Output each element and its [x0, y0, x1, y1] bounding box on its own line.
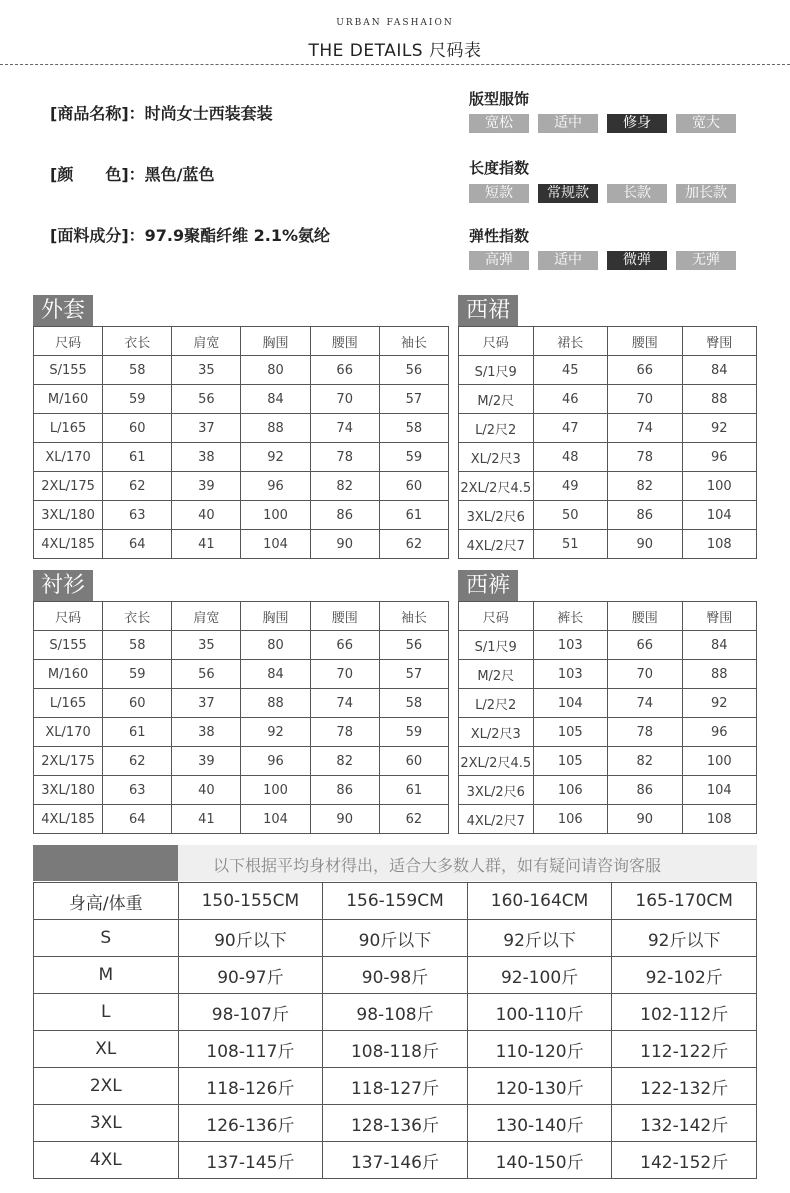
table-cell: 45 [533, 356, 608, 385]
table-cell: 58 [379, 414, 448, 443]
table-cell: 48 [533, 443, 608, 472]
table-cell: S/155 [34, 631, 103, 660]
table-cell: 105 [533, 747, 608, 776]
product-name: [商品名称]：时尚女士西装套装 [50, 104, 273, 123]
table-cell: 4XL/2尺7 [459, 530, 534, 559]
table-cell: 100 [682, 747, 757, 776]
table-header-cell: 150-155CM [178, 883, 323, 920]
table-header-row [34, 602, 449, 631]
table-cell: 96 [682, 443, 757, 472]
table-cell: M/160 [34, 385, 103, 414]
table-row [34, 631, 449, 660]
table-cell: 137-146斤 [323, 1142, 468, 1179]
table-header-row [459, 327, 757, 356]
table-header-cell: 臀围 [682, 602, 757, 631]
table-cell: 4XL/185 [34, 530, 103, 559]
length-option: 长款 [607, 184, 667, 203]
elasticity-option: 无弹 [676, 251, 736, 270]
table-cell: XL/2尺3 [459, 443, 534, 472]
table-cell: 100 [241, 501, 310, 530]
table-cell: 47 [533, 414, 608, 443]
table-row [34, 1105, 757, 1142]
table-cell: 2XL/175 [34, 472, 103, 501]
table-cell: 90-97斤 [178, 957, 323, 994]
table-header-cell: 袖长 [379, 602, 448, 631]
table-cell: 92-102斤 [612, 957, 757, 994]
table-cell: 74 [608, 414, 683, 443]
table-cell: 98-107斤 [178, 994, 323, 1031]
table-header-cell: 尺码 [34, 602, 103, 631]
table-cell: 41 [172, 805, 241, 834]
table-cell: 106 [533, 805, 608, 834]
table-cell: 41 [172, 530, 241, 559]
elasticity-title: 弹性指数 [469, 227, 530, 245]
table-cell: 40 [172, 776, 241, 805]
shirt-section-label: 衬衫 [33, 570, 93, 602]
table-cell: 137-145斤 [178, 1142, 323, 1179]
table-header-cell: 尺码 [459, 327, 534, 356]
table-cell: 70 [310, 385, 379, 414]
table-cell: 57 [379, 660, 448, 689]
table-cell: 37 [172, 414, 241, 443]
table-cell: 132-142斤 [612, 1105, 757, 1142]
table-row [459, 660, 757, 689]
table-cell: 37 [172, 689, 241, 718]
table-row [34, 1031, 757, 1068]
table-cell: 84 [682, 631, 757, 660]
table-row [459, 414, 757, 443]
table-row [34, 994, 757, 1031]
table-cell: 90-98斤 [323, 957, 468, 994]
fit-option: 修身 [607, 114, 667, 133]
table-cell: 105 [533, 718, 608, 747]
elasticity-option: 微弹 [607, 251, 667, 270]
table-cell: 74 [608, 689, 683, 718]
table-cell: 88 [682, 660, 757, 689]
guide-note-accent [33, 845, 178, 881]
table-cell: 58 [379, 689, 448, 718]
table-cell: 88 [241, 689, 310, 718]
length-option: 加长款 [676, 184, 736, 203]
table-cell: 86 [608, 501, 683, 530]
table-row [34, 689, 449, 718]
table-header-cell: 裤长 [533, 602, 608, 631]
table-cell: 78 [310, 718, 379, 747]
table-cell: 84 [241, 660, 310, 689]
table-cell: 62 [379, 805, 448, 834]
table-cell: XL [34, 1031, 179, 1068]
table-header-cell: 衣长 [103, 327, 172, 356]
table-header-cell: 腰围 [608, 602, 683, 631]
table-row [459, 631, 757, 660]
table-cell: 90 [608, 530, 683, 559]
table-cell: 100-110斤 [467, 994, 612, 1031]
table-cell: 82 [310, 472, 379, 501]
table-cell: 90 [608, 805, 683, 834]
page-header [0, 0, 790, 68]
table-cell: 3XL/180 [34, 501, 103, 530]
table-header-cell: 胸围 [241, 327, 310, 356]
table-cell: 122-132斤 [612, 1068, 757, 1105]
table-cell: 102-112斤 [612, 994, 757, 1031]
table-cell: 112-122斤 [612, 1031, 757, 1068]
table-cell: 90 [310, 530, 379, 559]
table-cell: 90斤以下 [323, 920, 468, 957]
table-cell: 78 [310, 443, 379, 472]
table-row [34, 472, 449, 501]
table-row [34, 1068, 757, 1105]
table-cell: 40 [172, 501, 241, 530]
table-cell: 86 [310, 501, 379, 530]
table-cell: 120-130斤 [467, 1068, 612, 1105]
table-cell: 140-150斤 [467, 1142, 612, 1179]
table-cell: 90斤以下 [178, 920, 323, 957]
table-cell: 108-117斤 [178, 1031, 323, 1068]
table-cell: 4XL [34, 1142, 179, 1179]
table-cell: 59 [103, 660, 172, 689]
table-cell: S/1尺9 [459, 631, 534, 660]
table-cell: 66 [608, 356, 683, 385]
table-row [34, 718, 449, 747]
table-cell: 62 [103, 747, 172, 776]
table-cell: 110-120斤 [467, 1031, 612, 1068]
table-cell: 60 [103, 689, 172, 718]
height-weight-table [33, 882, 757, 1179]
table-cell: 51 [533, 530, 608, 559]
table-cell: 126-136斤 [178, 1105, 323, 1142]
table-cell: 88 [241, 414, 310, 443]
table-cell: 92斤以下 [467, 920, 612, 957]
table-row [34, 920, 757, 957]
table-cell: 63 [103, 776, 172, 805]
table-cell: 88 [682, 385, 757, 414]
table-cell: 96 [241, 747, 310, 776]
table-cell: 96 [241, 472, 310, 501]
fit-option: 宽大 [676, 114, 736, 133]
table-row [34, 443, 449, 472]
table-cell: 57 [379, 385, 448, 414]
table-cell: 84 [682, 356, 757, 385]
table-cell: M/2尺 [459, 660, 534, 689]
table-row [34, 501, 449, 530]
table-cell: 3XL/180 [34, 776, 103, 805]
pants-section-label: 西裤 [458, 570, 518, 602]
table-row [34, 747, 449, 776]
table-header-row [34, 327, 449, 356]
table-cell: 84 [241, 385, 310, 414]
table-cell: 56 [172, 660, 241, 689]
table-cell: 92 [241, 718, 310, 747]
table-cell: 38 [172, 443, 241, 472]
table-header-cell: 臀围 [682, 327, 757, 356]
table-cell: 78 [608, 443, 683, 472]
table-cell: L/2尺2 [459, 414, 534, 443]
table-cell: 108 [682, 530, 757, 559]
table-row [459, 718, 757, 747]
table-cell: 49 [533, 472, 608, 501]
table-cell: 104 [682, 501, 757, 530]
length-option: 短款 [469, 184, 529, 203]
guide-note-bar [33, 845, 757, 881]
guide-note: 以下根据平均身材得出，适合大多数人群，如有疑问请咨询客服 [213, 856, 662, 875]
table-cell: S/1尺9 [459, 356, 534, 385]
table-cell: 70 [310, 660, 379, 689]
table-header-cell: 腰围 [310, 602, 379, 631]
table-row [34, 414, 449, 443]
table-cell: 92 [682, 689, 757, 718]
table-cell: 106 [533, 776, 608, 805]
coat-section-label: 外套 [33, 295, 93, 327]
product-fabric: [面料成分]：97.9聚酯纤维 2.1%氨纶 [50, 226, 331, 245]
table-cell: 86 [310, 776, 379, 805]
table-cell: 108-118斤 [323, 1031, 468, 1068]
table-header-cell: 尺码 [459, 602, 534, 631]
table-cell: L/165 [34, 414, 103, 443]
table-cell: 38 [172, 718, 241, 747]
table-cell: 56 [379, 356, 448, 385]
table-cell: 66 [310, 631, 379, 660]
table-row [459, 805, 757, 834]
table-cell: 4XL/2尺7 [459, 805, 534, 834]
table-cell: 61 [103, 443, 172, 472]
table-cell: 103 [533, 660, 608, 689]
table-cell: 130-140斤 [467, 1105, 612, 1142]
length-options [469, 184, 736, 203]
table-cell: 100 [241, 776, 310, 805]
elasticity-option: 高弹 [469, 251, 529, 270]
table-cell: 80 [241, 631, 310, 660]
table-header-cell: 腰围 [310, 327, 379, 356]
table-cell: 100 [682, 472, 757, 501]
table-row [34, 805, 449, 834]
table-row [34, 776, 449, 805]
brand-text: URBAN FASHAION [336, 18, 454, 28]
table-cell: 104 [241, 530, 310, 559]
table-cell: 74 [310, 689, 379, 718]
table-cell: 3XL [34, 1105, 179, 1142]
table-row [459, 501, 757, 530]
table-cell: 2XL [34, 1068, 179, 1105]
page-title: THE DETAILS 尺码表 [308, 41, 482, 61]
table-cell: 61 [379, 501, 448, 530]
table-cell: 50 [533, 501, 608, 530]
length-title: 长度指数 [469, 159, 530, 177]
table-header-cell: 肩宽 [172, 602, 241, 631]
table-cell: 59 [379, 718, 448, 747]
table-cell: 92斤以下 [612, 920, 757, 957]
table-cell: 108 [682, 805, 757, 834]
table-cell: 64 [103, 805, 172, 834]
table-row [459, 776, 757, 805]
table-cell: 82 [608, 747, 683, 776]
table-header-cell: 身高/体重 [34, 883, 179, 920]
table-row [459, 385, 757, 414]
table-row [459, 356, 757, 385]
table-cell: 60 [103, 414, 172, 443]
coat-size-table [33, 326, 449, 559]
table-cell: 56 [379, 631, 448, 660]
table-header-cell: 尺码 [34, 327, 103, 356]
skirt-section-label: 西裙 [458, 295, 518, 327]
table-header-cell: 165-170CM [612, 883, 757, 920]
table-cell: 58 [103, 356, 172, 385]
table-row [459, 443, 757, 472]
table-cell: 80 [241, 356, 310, 385]
fit-option: 宽松 [469, 114, 529, 133]
table-cell: 39 [172, 472, 241, 501]
table-cell: 56 [172, 385, 241, 414]
fit-options [469, 114, 736, 133]
table-cell: 3XL/2尺6 [459, 501, 534, 530]
table-cell: L/165 [34, 689, 103, 718]
table-cell: 62 [379, 530, 448, 559]
table-cell: M/160 [34, 660, 103, 689]
fit-title: 版型服饰 [469, 90, 530, 108]
table-cell: XL/2尺3 [459, 718, 534, 747]
table-header-cell: 袖长 [379, 327, 448, 356]
table-cell: S/155 [34, 356, 103, 385]
fit-option: 适中 [538, 114, 598, 133]
table-cell: L/2尺2 [459, 689, 534, 718]
table-cell: 118-127斤 [323, 1068, 468, 1105]
table-cell: 92-100斤 [467, 957, 612, 994]
table-cell: M [34, 957, 179, 994]
table-header-cell: 裙长 [533, 327, 608, 356]
table-cell: 86 [608, 776, 683, 805]
table-cell: 63 [103, 501, 172, 530]
pants-size-table [458, 601, 757, 834]
table-row [34, 530, 449, 559]
table-cell: 118-126斤 [178, 1068, 323, 1105]
table-header-cell: 胸围 [241, 602, 310, 631]
table-cell: 46 [533, 385, 608, 414]
table-cell: 2XL/2尺4.5 [459, 472, 534, 501]
table-cell: 70 [608, 660, 683, 689]
table-cell: 4XL/185 [34, 805, 103, 834]
table-cell: 39 [172, 747, 241, 776]
table-header-cell: 肩宽 [172, 327, 241, 356]
table-cell: S [34, 920, 179, 957]
table-row [34, 660, 449, 689]
table-row [34, 957, 757, 994]
table-row [459, 472, 757, 501]
table-cell: 103 [533, 631, 608, 660]
table-cell: 104 [533, 689, 608, 718]
table-header-cell: 腰围 [608, 327, 683, 356]
table-cell: 2XL/175 [34, 747, 103, 776]
table-cell: M/2尺 [459, 385, 534, 414]
table-cell: 74 [310, 414, 379, 443]
table-cell: L [34, 994, 179, 1031]
header-divider [0, 64, 790, 65]
table-cell: 2XL/2尺4.5 [459, 747, 534, 776]
table-cell: 66 [608, 631, 683, 660]
table-row [459, 530, 757, 559]
table-cell: 58 [103, 631, 172, 660]
table-cell: 92 [241, 443, 310, 472]
skirt-size-table [458, 326, 757, 559]
table-cell: 61 [379, 776, 448, 805]
table-cell: 3XL/2尺6 [459, 776, 534, 805]
table-cell: 35 [172, 631, 241, 660]
table-cell: 66 [310, 356, 379, 385]
table-row [34, 1142, 757, 1179]
table-header-cell: 衣长 [103, 602, 172, 631]
elasticity-option: 适中 [538, 251, 598, 270]
shirt-size-table [33, 601, 449, 834]
table-header-cell: 156-159CM [323, 883, 468, 920]
table-cell: 61 [103, 718, 172, 747]
table-cell: 59 [103, 385, 172, 414]
table-header-row [459, 602, 757, 631]
table-cell: 59 [379, 443, 448, 472]
table-cell: 60 [379, 472, 448, 501]
table-header-row [34, 883, 757, 920]
elasticity-options [469, 251, 736, 270]
table-row [34, 385, 449, 414]
table-cell: 142-152斤 [612, 1142, 757, 1179]
table-cell: 70 [608, 385, 683, 414]
table-cell: XL/170 [34, 443, 103, 472]
table-cell: 104 [682, 776, 757, 805]
table-cell: 82 [608, 472, 683, 501]
table-cell: 78 [608, 718, 683, 747]
table-row [459, 747, 757, 776]
table-cell: 92 [682, 414, 757, 443]
table-cell: XL/170 [34, 718, 103, 747]
table-cell: 90 [310, 805, 379, 834]
table-row [459, 689, 757, 718]
table-cell: 128-136斤 [323, 1105, 468, 1142]
table-cell: 35 [172, 356, 241, 385]
product-color: [颜 色]：黑色/蓝色 [50, 165, 215, 184]
table-row [34, 356, 449, 385]
table-cell: 96 [682, 718, 757, 747]
table-cell: 98-108斤 [323, 994, 468, 1031]
table-cell: 64 [103, 530, 172, 559]
length-option: 常规款 [538, 184, 598, 203]
table-cell: 104 [241, 805, 310, 834]
table-cell: 60 [379, 747, 448, 776]
table-cell: 62 [103, 472, 172, 501]
table-header-cell: 160-164CM [467, 883, 612, 920]
table-cell: 82 [310, 747, 379, 776]
